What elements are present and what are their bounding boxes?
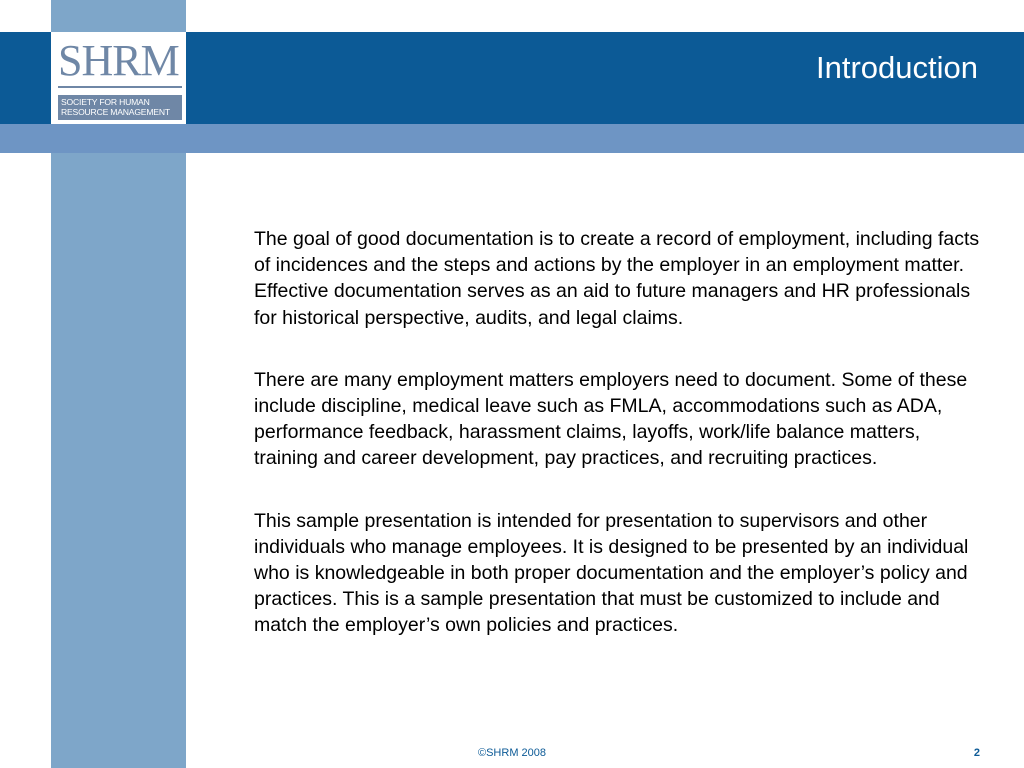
slide-title: Introduction — [816, 50, 978, 85]
footer-copyright: ©SHRM 2008 — [477, 747, 547, 759]
body-paragraph: The goal of good documentation is to create a record of employment, including facts of incidences and the steps and actions by the employer in an employment matter. Effective documentation serves as an aid to future managers and HR professionals for historical perspective, audits, and legal claims. — [254, 228, 980, 329]
footer-page-number: 2 — [973, 747, 980, 759]
trademark-mark: TM — [187, 35, 198, 42]
shrm-logo-tagline: SOCIETY FOR HUMAN RESOURCE MANAGEMENT — [58, 95, 182, 120]
shrm-logo-mark: SHRM — [58, 36, 179, 85]
shrm-logo — [51, 32, 186, 124]
shrm-logo-divider — [58, 86, 182, 88]
header-sub-band — [0, 124, 1024, 153]
slide-body — [254, 226, 984, 675]
shrm-logo-inner — [51, 32, 186, 124]
body-paragraph: This sample presentation is intended for presentation to supervisors and other individuals who manage employees. It is designed to be presented by an individual who is knowledgeable in both proper documentation and the employer’s policy and practices. This is a sample presentation that must be customized to include and match the employer’s own policies and practices. — [254, 509, 969, 637]
body-paragraph: There are many employment matters employers need to document. Some of these include discipline, medical leave such as FMLA, accommodations such as ADA, performance feedback, harassment claims, layoffs, work/life balance matters, training and career development, pay practices, and recruiting practices. — [254, 368, 968, 470]
